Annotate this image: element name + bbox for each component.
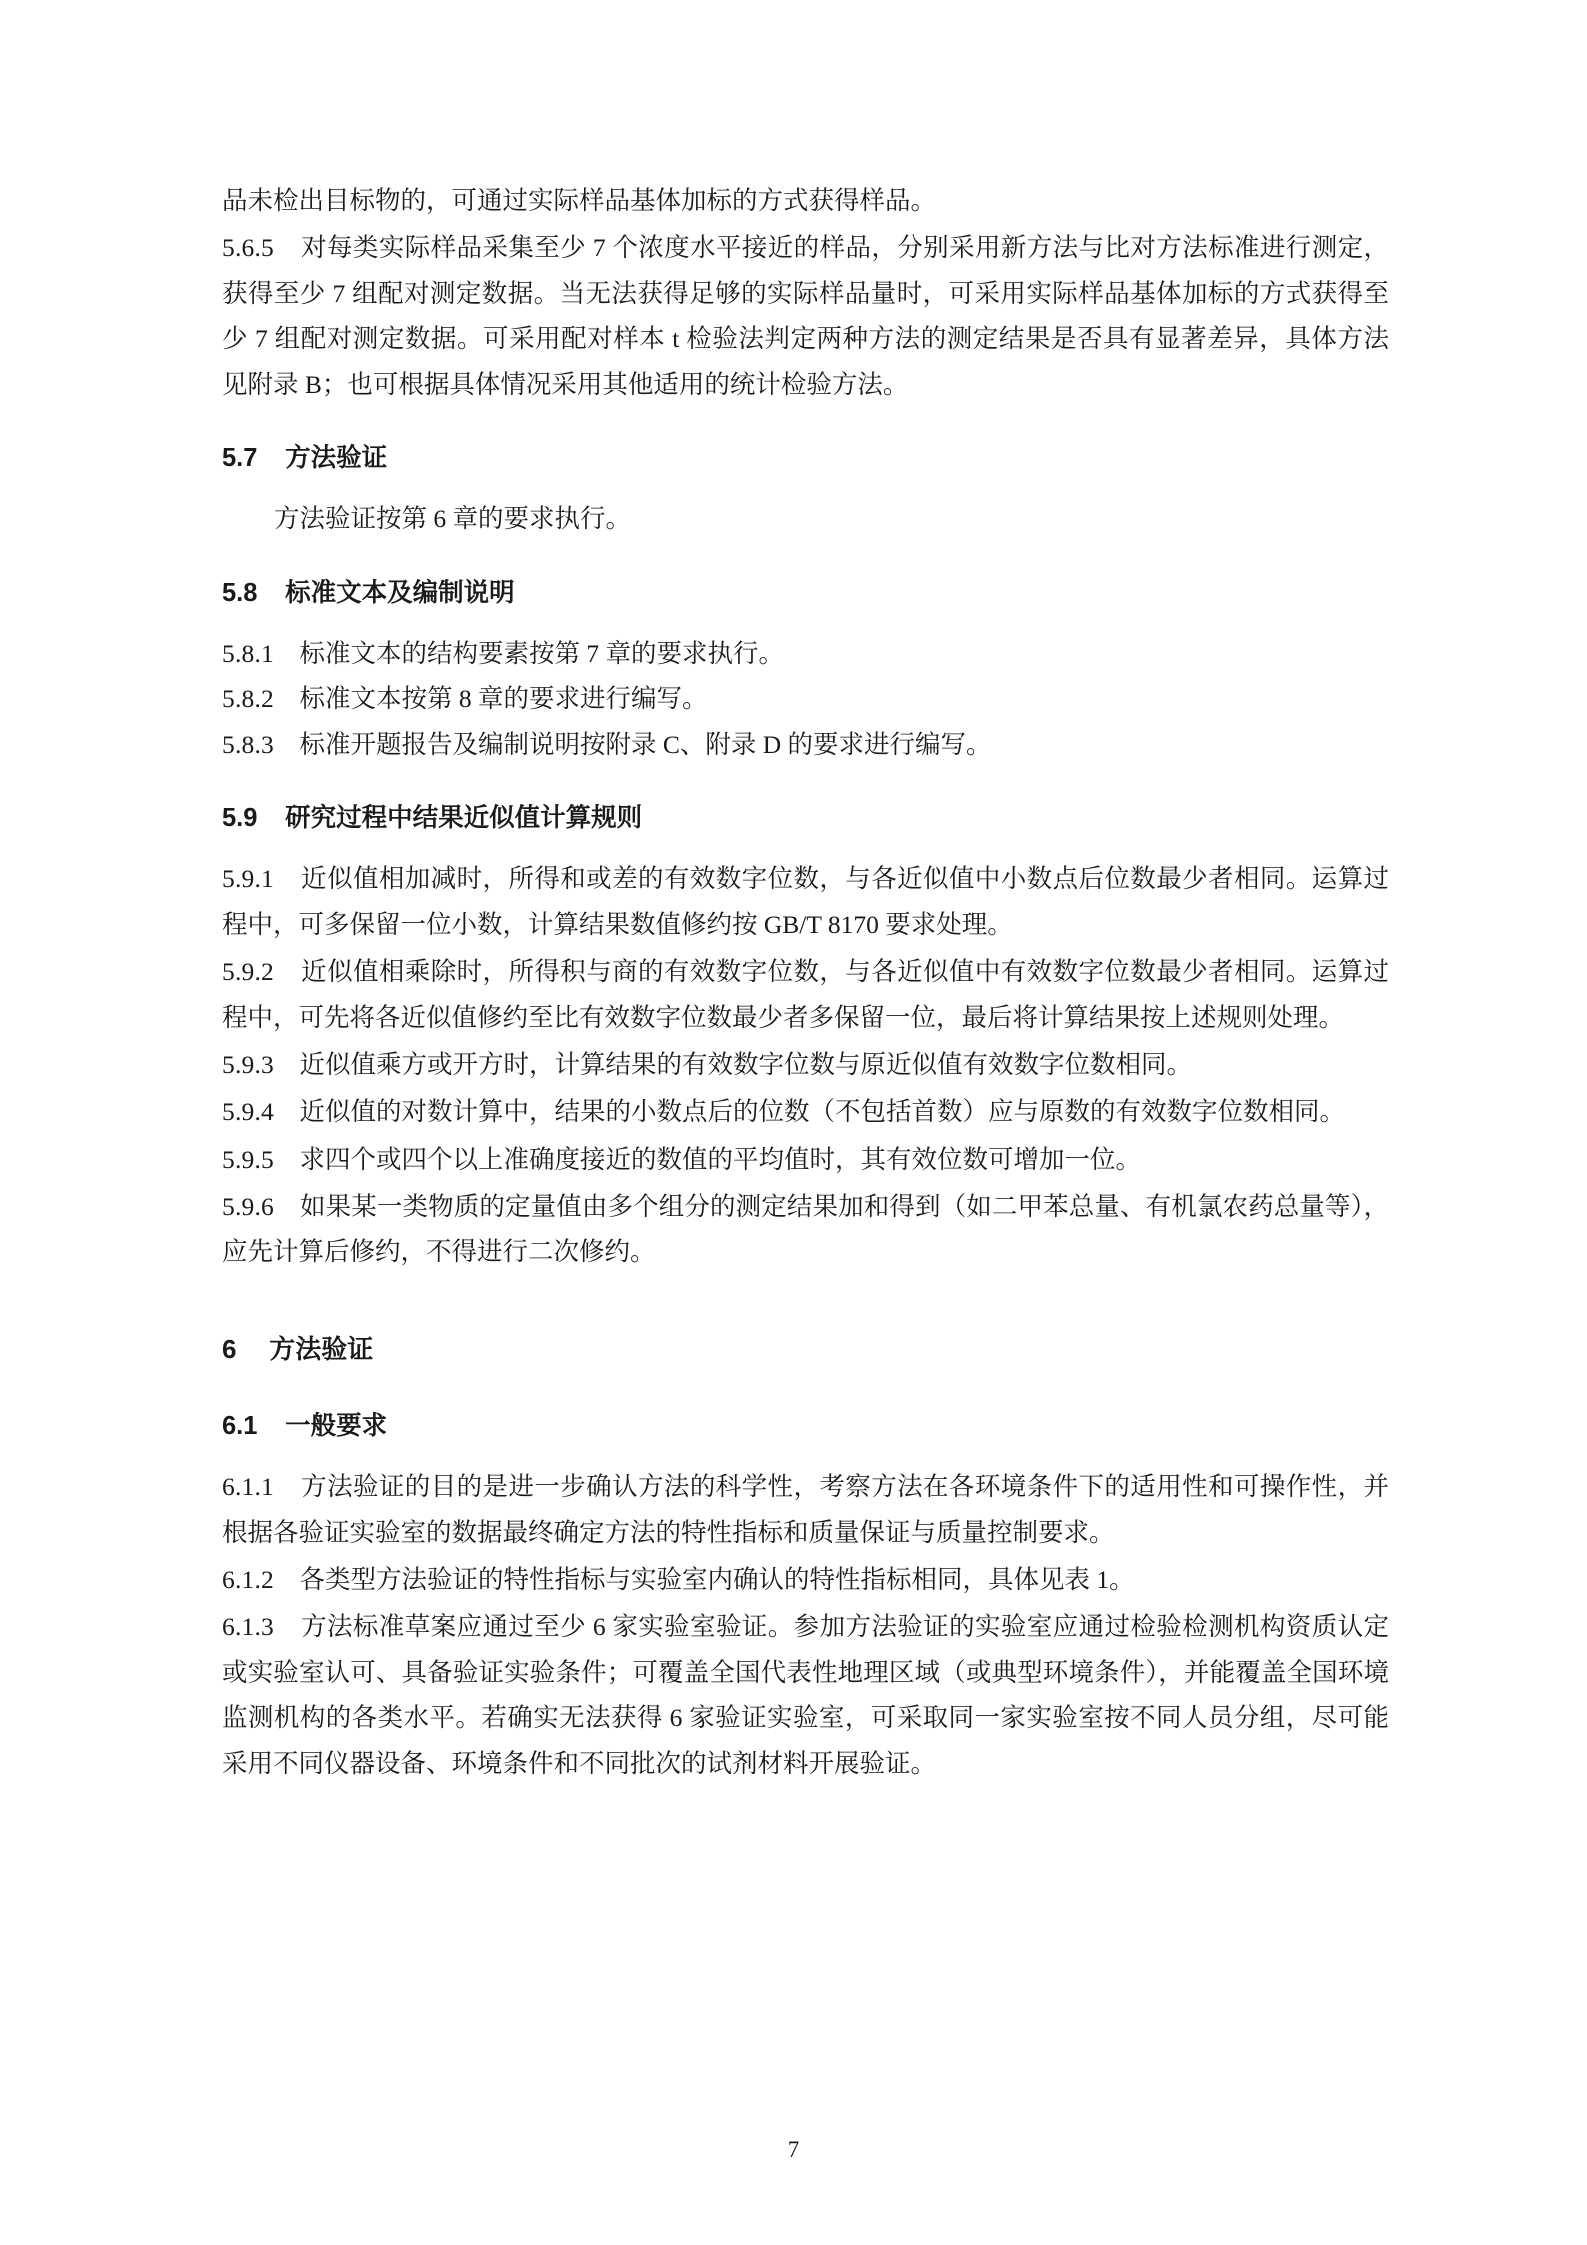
- paragraph-continuation: [222, 178, 1389, 223]
- heading-title: 方法验证: [269, 1333, 374, 1364]
- paragraph-text: 品未检出目标物的，可通过实际样品基体加标的方式获得样品。: [222, 186, 937, 215]
- paragraph-text: 标准文本的结构要素按第 7 章的要求执行。: [299, 638, 785, 668]
- heading-chapter-6: [222, 1327, 1389, 1371]
- paragraph-5-9-1: [222, 856, 1389, 947]
- paragraph-text: 近似值相加减时，所得和或差的有效数字位数，与各近似值中小数点后位数最少者相同。运算过程中，可多保留一位小数，计算结果数值修约按 GB/T 8170 要求处理。: [222, 864, 1390, 939]
- clause-number: 5.9.4: [222, 1097, 274, 1127]
- heading-number: 5.7: [222, 443, 258, 472]
- paragraph-5-7-body: [222, 496, 1389, 541]
- paragraph-text: 标准开题报告及编制说明按附录 C、附录 D 的要求进行编写。: [299, 729, 992, 759]
- paragraph-text: 求四个或四个以上准确度接近的数值的平均值时，其有效位数可增加一位。: [299, 1144, 1142, 1174]
- page-number: 7: [787, 2137, 800, 2162]
- clause-number: 5.9.6: [222, 1192, 274, 1222]
- heading-5-9: [222, 797, 1389, 840]
- heading-number: 5.8: [222, 578, 258, 607]
- paragraph-5-9-2: [222, 949, 1389, 1040]
- paragraph-text: 近似值的对数计算中，结果的小数点后的位数（不包括首数）应与原数的有效数字位数相同。: [299, 1097, 1346, 1127]
- paragraph-5-6-5: [222, 225, 1389, 407]
- paragraph-text: 方法标准草案应通过至少 6 家实验室验证。参加方法验证的实验室应通过检验检测机构资质认定或实验室认可、具备验证实验条件；可覆盖全国代表性地理区域（或典型环境条件），并能覆盖全国环境监测机构的各类水平。若确实无法获得 6 家验证实验室，可采取同一家实验室按不同人员分组，尽可能采用不同仪器设备、环境条件和不同批次的试剂材料开展验证。: [222, 1612, 1390, 1778]
- clause-number: 5.6.5: [222, 233, 274, 263]
- clause-number: 5.9.5: [222, 1144, 274, 1174]
- paragraph-text: 近似值相乘除时，所得积与商的有效数字位数，与各近似值中有效数字位数最少者相同。运算过程中，可先将各近似值修约至比有效数字位数最少者多保留一位，最后将计算结果按上述规则处理。: [222, 957, 1390, 1032]
- clause-number: 5.9.2: [222, 957, 274, 987]
- paragraph-text: 近似值乘方或开方时，计算结果的有效数字位数与原近似值有效数字位数相同。: [299, 1049, 1193, 1079]
- heading-6-1: [222, 1405, 1389, 1448]
- paragraph-text: 标准文本按第 8 章的要求进行编写。: [299, 684, 708, 714]
- clause-number: 5.8.1: [222, 638, 274, 668]
- heading-title: 研究过程中结果近似值计算规则: [285, 804, 643, 833]
- paragraph-5-8-2: [222, 676, 1389, 721]
- heading-5-8: [222, 572, 1389, 615]
- heading-number: 6: [222, 1333, 237, 1364]
- clause-number: 6.1.1: [222, 1472, 274, 1502]
- paragraph-text: 方法验证的目的是进一步确认方法的科学性，考察方法在各环境条件下的适用性和可操作性，并根据各验证实验室的数据最终确定方法的特性指标和质量保证与质量控制要求。: [222, 1472, 1390, 1547]
- heading-number: 5.9: [222, 804, 258, 833]
- clause-number: 6.1.3: [222, 1612, 274, 1642]
- heading-title: 一般要求: [285, 1411, 388, 1440]
- clause-number: 5.8.3: [222, 729, 274, 759]
- paragraph-5-8-3: [222, 722, 1389, 767]
- clause-group-5-8: [222, 631, 1389, 767]
- paragraph-text: 各类型方法验证的特性指标与实验室内确认的特性指标相同，具体见表 1。: [299, 1565, 1135, 1595]
- heading-title: 标准文本及编制说明: [285, 578, 515, 607]
- paragraph-text: 如果某一类物质的定量值由多个组分的测定结果加和得到（如二甲苯总量、有机氯农药总量等），应先计算后修约，不得进行二次修约。: [222, 1192, 1389, 1267]
- paragraph-5-9-6: [222, 1184, 1389, 1275]
- paragraph-6-1-3: [222, 1604, 1389, 1786]
- document-body: [222, 178, 1389, 1786]
- clause-number: 5.9.1: [222, 864, 274, 894]
- paragraph-5-9-3: [222, 1042, 1389, 1087]
- clause-number: 5.8.2: [222, 684, 274, 714]
- heading-title: 方法验证: [285, 443, 388, 472]
- paragraph-6-1-2: [222, 1557, 1389, 1602]
- paragraph-5-9-4: [222, 1089, 1389, 1134]
- paragraph-5-8-1: [222, 631, 1389, 676]
- paragraph-text: 方法验证按第 6 章的要求执行。: [274, 504, 632, 534]
- heading-number: 6.1: [222, 1411, 258, 1440]
- paragraph-5-9-5: [222, 1137, 1389, 1182]
- heading-5-7: [222, 437, 1389, 480]
- paragraph-6-1-1: [222, 1464, 1389, 1555]
- clause-number: 5.9.3: [222, 1049, 274, 1079]
- paragraph-text: 对每类实际样品采集至少 7 个浓度水平接近的样品，分别采用新方法与比对方法标准进行测定，获得至少 7 组配对测定数据。当无法获得足够的实际样品量时，可采用实际样品基体加标的方式获得至少 7 组配对测定数据。可采用配对样本 t 检验法判定两种方法的测定结果是否具有显著差异，具体方法见附录 B；也可根据具体情况采用其他适用的统计检验方法。: [222, 233, 1390, 399]
- clause-number: 6.1.2: [222, 1565, 274, 1595]
